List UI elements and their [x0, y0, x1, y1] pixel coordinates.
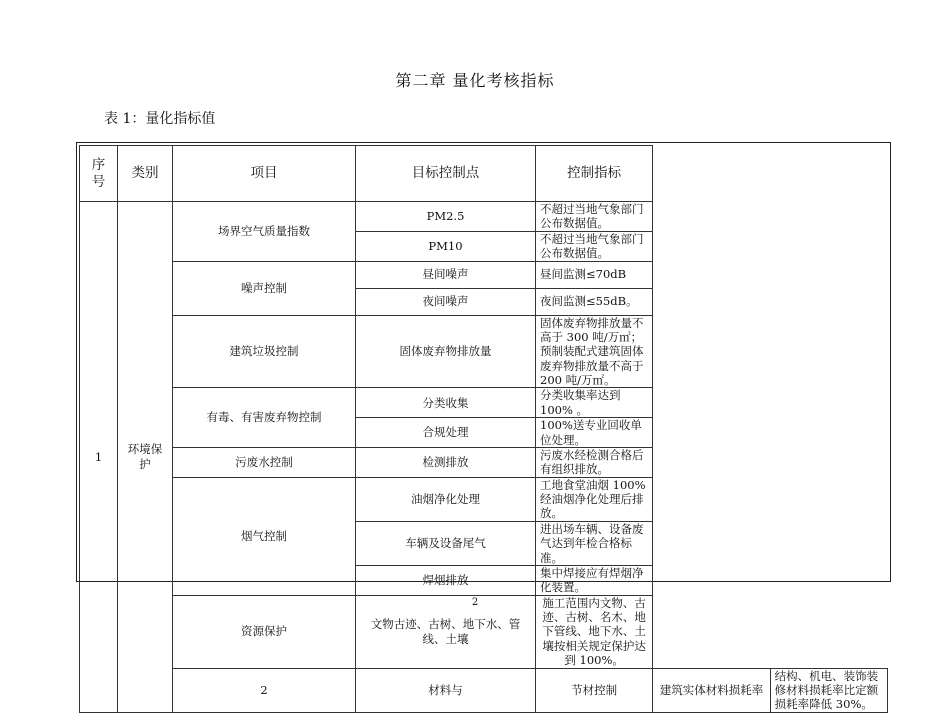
- table-header-row: [80, 146, 888, 202]
- indicator-table-frame: [76, 142, 891, 712]
- indicator-cell: 固体废弃物排放量不高于 300 吨/万㎡；预制装配式建筑固体废弃物排放量不高于 200 吨/万㎡。: [536, 315, 653, 388]
- target-cell: 分类收集: [356, 388, 536, 418]
- group2-seq: 2: [173, 668, 356, 712]
- indicator-cell: 100%送专业回收单位处理。: [536, 418, 653, 448]
- indicator-cell: 集中焊接应有焊烟净化装置。: [536, 565, 653, 595]
- header-target: 目标控制点: [356, 146, 536, 202]
- header-item: 项目: [173, 146, 356, 202]
- group2-category: 材料与: [356, 668, 536, 712]
- table-row: [80, 202, 888, 232]
- target-cell: 固体废弃物排放量: [356, 315, 536, 388]
- target-cell: 夜间噪声: [356, 288, 536, 315]
- indicator-cell: 进出场车辆、设备废气达到年检合格标准。: [536, 521, 653, 565]
- chapter-title: 第二章 量化考核指标: [395, 71, 555, 90]
- group1-seq: 1: [80, 202, 118, 713]
- table-caption: 表 1：量化指标值: [104, 111, 216, 127]
- target-cell: PM10: [356, 231, 536, 261]
- table-row: [80, 315, 888, 388]
- indicator-cell: 不超过当地气象部门公布数据值。: [536, 202, 653, 232]
- indicator-table: [79, 145, 888, 713]
- target-cell: 合规处理: [356, 418, 536, 448]
- item-material-saving: 节材控制: [536, 668, 653, 712]
- target-cell: 油烟净化处理: [356, 477, 536, 521]
- item-smoke: 烟气控制: [173, 477, 356, 595]
- target-cell: 焊烟排放: [356, 565, 536, 595]
- item-noise: 噪声控制: [173, 261, 356, 315]
- target-cell: 文物古迹、古树、地下水、管线、土壤: [356, 595, 536, 668]
- item-air-quality: 场界空气质量指数: [173, 202, 356, 262]
- group1-category: 环境保护: [118, 202, 173, 713]
- indicator-cell: 施工范围内文物、古迹、古树、名木、地下管线、地下水、土壤按相关规定保护达到 100%。: [536, 595, 653, 668]
- table-row: [80, 477, 888, 521]
- indicator-cell: 分类收集率达到 100% 。: [536, 388, 653, 418]
- target-cell: 检测排放: [356, 447, 536, 477]
- indicator-cell: 昼间监测≤70dB: [536, 261, 653, 288]
- target-cell: PM2.5: [356, 202, 536, 232]
- target-cell: 昼间噪声: [356, 261, 536, 288]
- indicator-cell: 结构、机电、装饰装修材料损耗率比定额损耗率降低 30%。: [770, 668, 887, 712]
- table-row: [80, 447, 888, 477]
- item-construction-waste: 建筑垃圾控制: [173, 315, 356, 388]
- item-wastewater: 污废水控制: [173, 447, 356, 477]
- table-row: [80, 668, 888, 712]
- item-resource-protection: 资源保护: [173, 595, 356, 668]
- indicator-cell: 污废水经检测合格后有组织排放。: [536, 447, 653, 477]
- header-seq: 序号: [80, 146, 118, 202]
- target-cell: 建筑实体材料损耗率: [653, 668, 770, 712]
- header-category: 类别: [118, 146, 173, 202]
- target-cell: 车辆及设备尾气: [356, 521, 536, 565]
- page-number: 2: [471, 597, 479, 608]
- indicator-cell: 工地食堂油烟 100%经油烟净化处理后排放。: [536, 477, 653, 521]
- table-row: [80, 388, 888, 418]
- item-hazardous-waste: 有毒、有害废弃物控制: [173, 388, 356, 448]
- table-row: [80, 261, 888, 288]
- indicator-cell: 不超过当地气象部门公布数据值。: [536, 231, 653, 261]
- header-indicator: 控制指标: [536, 146, 653, 202]
- indicator-cell: 夜间监测≤55dB。: [536, 288, 653, 315]
